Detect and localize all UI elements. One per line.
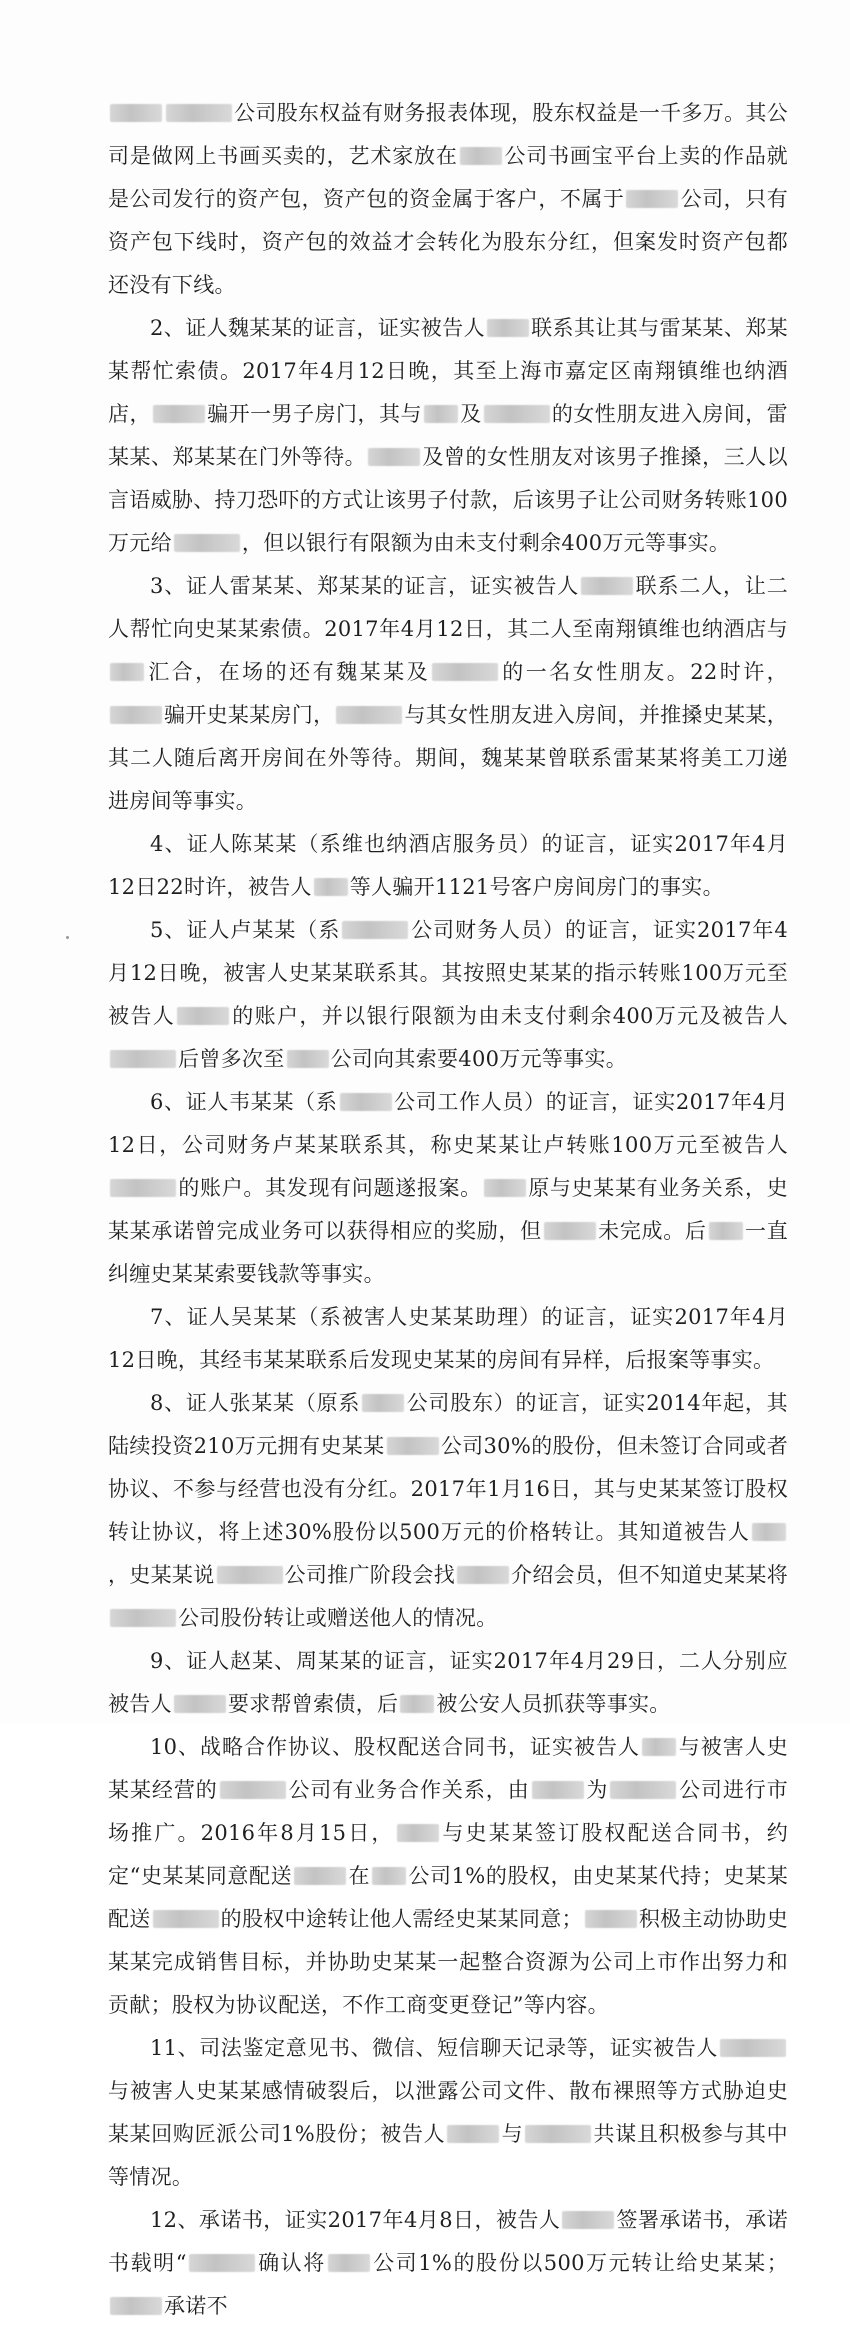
- redaction-block: [372, 1867, 406, 1885]
- text-segment: 与被害人史某某感情破裂后，以泄露公司文件、散布裸照等方式胁迫史某某回购匠派公司1%股份；被告人: [108, 2079, 788, 2146]
- redaction-block: [110, 2297, 162, 2315]
- redaction-block: [362, 1394, 404, 1412]
- text-segment: 骗开史某某房门，: [164, 703, 335, 727]
- redaction-block: [397, 1824, 439, 1842]
- redaction-block: [110, 1179, 176, 1197]
- redaction-block: [153, 1910, 219, 1928]
- paragraph-p5: [108, 909, 788, 1081]
- text-segment: 原与史某某有业务关系，史某某承诺曾完成业务可以获得相应的奖励，但: [108, 1176, 788, 1243]
- redaction-block: [368, 448, 420, 466]
- redaction-block: [626, 190, 678, 208]
- paragraph-p6: [108, 1081, 788, 1296]
- redaction-block: [110, 1050, 176, 1068]
- redaction-block: [189, 2254, 255, 2272]
- text-segment: 8、证人张某某（原系: [150, 1391, 361, 1415]
- text-segment: 公司股东）的证言，证实2014年起，其陆续投资210万元拥有史某某: [108, 1391, 788, 1458]
- text-segment: 的女性朋友进入房间，雷某某、郑某某在门外等待。: [108, 402, 788, 469]
- text-segment: 公司财务人员）的证言，证实2017年4月12日晚，被害人史某某联系其。其按照史某某的指示转账100万元至被告人: [108, 918, 788, 1028]
- text-segment: 签署承诺书，承诺书载明“: [108, 2208, 788, 2275]
- redaction-block: [709, 1222, 743, 1240]
- redaction-block: [287, 1050, 329, 1068]
- text-segment: 介绍会员，但不知道史某某将: [511, 1563, 789, 1587]
- redaction-block: [177, 1007, 229, 1025]
- text-segment: 11、司法鉴定意见书、微信、短信聊天记录等，证实被告人: [150, 2036, 718, 2060]
- text-segment: 的一名女性朋友。22时许，: [500, 660, 788, 684]
- redaction-block: [544, 1222, 596, 1240]
- text-segment: 被公安人员抓获等事实。: [436, 1692, 671, 1716]
- text-segment: 7、证人吴某某（系被害人史某某助理）的证言，证实2017年4月12日晚，其经韦某某联系后发现史某某的房间有异样，后报案等事实。: [108, 1305, 788, 1372]
- text-segment: 公司向其索要400万元等事实。: [330, 1047, 628, 1071]
- text-segment: 积极主动协助史某某完成销售目标，并协助史某某一起整合资源为公司上市作出努力和贡献；股权为协议配送，不作工商变更登记”等内容。: [108, 1907, 788, 2017]
- text-segment: 等人骗开1121号客户房间房门的事实。: [349, 875, 724, 899]
- text-segment: 汇合，在场的还有魏某某及: [146, 660, 431, 684]
- redaction-block: [220, 1781, 286, 1799]
- redaction-block: [342, 921, 408, 939]
- redaction-block: [174, 1695, 226, 1713]
- text-segment: 的账户，并以银行限额为由未支付剩余400万元及被告人: [231, 1004, 788, 1028]
- redaction-block: [110, 663, 144, 681]
- redaction-block: [166, 104, 232, 122]
- redaction-block: [457, 1566, 509, 1584]
- redaction-block: [294, 1867, 346, 1885]
- text-segment: 未完成。后: [597, 1219, 707, 1243]
- redaction-block: [532, 1781, 584, 1799]
- redaction-block: [432, 663, 498, 681]
- redaction-block: [525, 2125, 591, 2143]
- text-segment: 公司推广阶段会找: [284, 1563, 456, 1587]
- redaction-block: [110, 1609, 176, 1627]
- paragraph-p3: [108, 565, 788, 823]
- text-segment: 6、证人韦某某（系: [150, 1090, 338, 1114]
- redaction-block: [110, 104, 162, 122]
- text-segment: 公司有业务合作关系，由: [287, 1778, 530, 1802]
- redaction-block: [484, 1179, 526, 1197]
- text-segment: 2、证人魏某某的证言，证实被告人: [150, 316, 485, 340]
- redaction-block: [424, 405, 458, 423]
- redaction-block: [340, 1093, 392, 1111]
- redaction-block: [217, 1566, 283, 1584]
- redaction-block: [447, 2125, 499, 2143]
- text-segment: 确认将: [256, 2251, 326, 2275]
- redaction-block: [336, 706, 402, 724]
- paragraph-p7: [108, 1296, 788, 1382]
- text-segment: 5、证人卢某某（系: [150, 918, 341, 942]
- redaction-block: [720, 2039, 786, 2057]
- text-segment: 在: [348, 1864, 371, 1888]
- text-segment: 承诺不: [164, 2294, 228, 2318]
- paragraph-p4: [108, 823, 788, 909]
- redaction-block: [484, 405, 550, 423]
- text-segment: 公司股份转让或赠送他人的情况。: [178, 1606, 498, 1630]
- text-segment: 公司1%的股份以500万元转让给史某某；: [371, 2251, 788, 2275]
- text-segment: 10、战略合作协议、股权配送合同书，证实被告人: [150, 1735, 640, 1759]
- redaction-block: [314, 878, 348, 896]
- text-segment: 要求帮曾索债，后: [227, 1692, 399, 1716]
- text-segment: 的账户。其发现有问题遂报案。: [178, 1176, 482, 1200]
- text-segment: 公司1%的股权，由史某某代持；史某某配送: [108, 1864, 789, 1931]
- redaction-block: [487, 319, 529, 337]
- paragraph-p12: [108, 2199, 788, 2328]
- redaction-block: [153, 405, 205, 423]
- redaction-block: [581, 577, 633, 595]
- text-segment: 公司书画宝平台上卖的作品就是公司发行的资产包，资产包的资金属于客户，不属于: [108, 144, 788, 211]
- text-segment: 及: [459, 402, 482, 426]
- text-segment: 与史某某签订股权配送合同书，约定“史某某同意配送: [108, 1821, 788, 1888]
- text-segment: 与: [501, 2122, 524, 2146]
- text-segment: 12、承诺书，证实2017年4月8日，被告人: [150, 2208, 561, 2232]
- text-segment: 公司股东权益有财务报表体现，股东权益是一千多万。其公司是做网上书画买卖的，艺术家放在: [108, 101, 788, 168]
- redaction-block: [642, 1738, 676, 1756]
- text-segment: 共谋且积极参与其中等情况。: [108, 2122, 788, 2189]
- document-body: [108, 92, 788, 2328]
- text-segment: 公司工作人员）的证言，证实2017年4月12日，公司财务卢某某联系其，称史某某让卢转账100万元至被告人: [108, 1090, 789, 1157]
- redaction-block: [460, 147, 502, 165]
- redaction-block: [174, 534, 240, 552]
- text-segment: 的股权中途转让他人需经史某某同意；: [220, 1907, 583, 1931]
- text-segment: 与其女性朋友进入房间，并推搡史某某，其二人随后离开房间在外等待。期间，魏某某曾联系雷某某将美工刀递进房间等事实。: [108, 703, 788, 813]
- text-segment: 一直纠缠史某某索要钱款等事实。: [108, 1219, 789, 1286]
- paragraph-p9: [108, 1640, 788, 1726]
- text-segment: 4、证人陈某某（系维也纳酒店服务员）的证言，证实2017年4月12日22时许，被告人: [108, 832, 788, 899]
- text-segment: 及曾的女性朋友对该男子推搡，三人以言语威胁、持刀恐吓的方式让该男子付款，后该男子让公司财务转账100万元给: [108, 445, 788, 555]
- text-segment: 联系其让其与雷某某、郑某某帮忙索债。2017年4月12日晚，其至上海市嘉定区南翔镇维也纳酒店，: [108, 316, 788, 426]
- text-segment: 公司，只有资产包下线时，资产包的效益才会转化为股东分红，但案发时资产包都还没有下线。: [108, 187, 789, 297]
- text-segment: 后曾多次至: [178, 1047, 285, 1071]
- redaction-block: [562, 2211, 614, 2229]
- text-segment: 联系二人，让二人帮忙向史某某索债。2017年4月12日，其二人至南翔镇维也纳酒店与: [108, 574, 788, 641]
- text-segment: 骗开一男子房门，其与: [206, 402, 422, 426]
- redaction-block: [387, 1437, 439, 1455]
- text-segment: 公司30%的股份，但未签订合同或者协议、不参与经营也没有分红。2017年1月16日，其与史某某签订股权转让协议，将上述30%股份以500万元的价格转让。其知道被告人: [108, 1434, 788, 1544]
- redaction-block: [400, 1695, 434, 1713]
- paragraph-p10: [108, 1726, 788, 2027]
- paragraph-p8: [108, 1382, 788, 1640]
- redaction-block: [110, 706, 162, 724]
- redaction-block: [752, 1523, 786, 1541]
- redaction-block: [328, 2254, 370, 2272]
- redaction-block: [585, 1910, 637, 1928]
- text-segment: 与被害人史某某经营的: [108, 1735, 788, 1802]
- text-segment: 公司进行市场推广。2016年8月15日，: [108, 1778, 788, 1845]
- text-segment: 3、证人雷某某、郑某某的证言，证实被告人: [150, 574, 580, 598]
- text-segment: 9、证人赵某、周某某的证言，证实2017年4月29日，二人分别应被告人: [108, 1649, 788, 1716]
- scan-speck: [66, 936, 69, 939]
- text-segment: 为: [585, 1778, 609, 1802]
- redaction-block: [610, 1781, 676, 1799]
- text-segment: ，史某某说: [108, 1563, 215, 1587]
- paragraph-p11: [108, 2027, 788, 2199]
- text-segment: ，但以银行有限额为由未支付剩余400万元等事实。: [241, 531, 731, 555]
- paragraph-p2: [108, 307, 788, 565]
- paragraph-p0: [108, 92, 788, 307]
